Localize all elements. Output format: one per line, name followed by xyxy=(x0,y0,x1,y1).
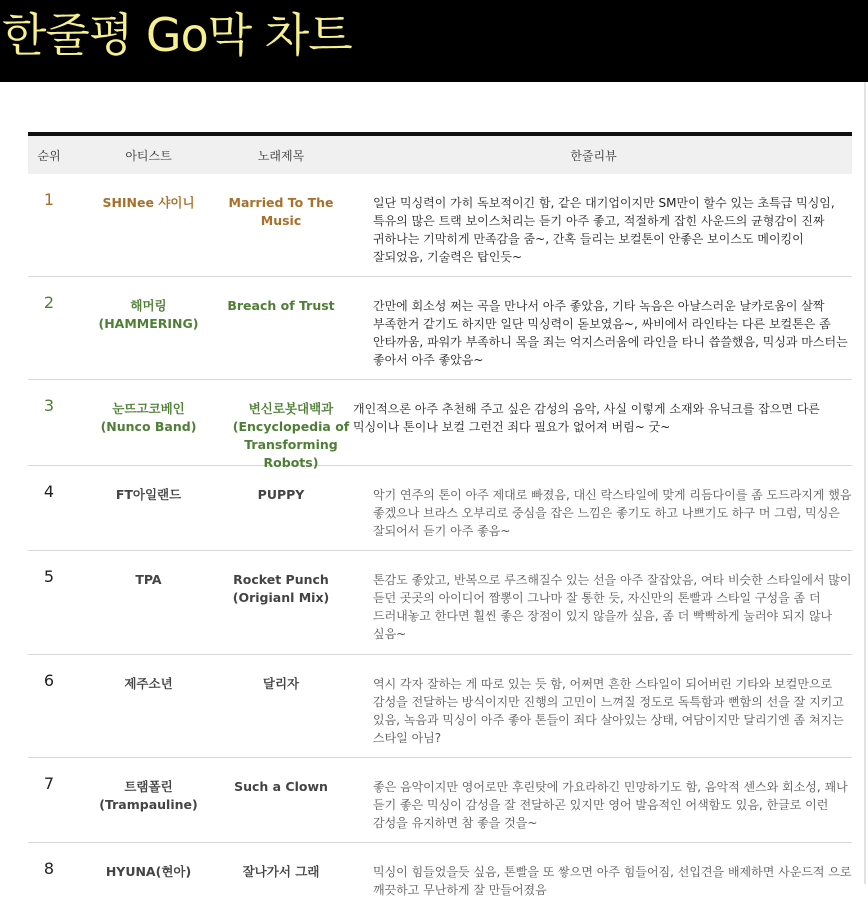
chart-table xyxy=(28,132,852,923)
page-title: 한줄평 Go막 차트 xyxy=(2,8,352,62)
header-rank: 순위 xyxy=(37,148,61,163)
review-cell: 일단 믹싱력이 가히 독보적이긴 함, 같은 대기업이지만 SM만이 할수 있는 초특급 믹싱임, 특유의 많은 트랙 보이스처리는 듣기 아주 좋고, 적절하게 잡힌 사운드의 균형감이 진짜 귀하나는 기막히게 만족감을 줌~, 간혹 들리는 보컬톤이 안좋은 보이스도 메이킹이 잘되었음, 기술력은 탑인듯~ xyxy=(373,196,835,264)
artist-cell: FT아일랜드 xyxy=(115,487,182,502)
header-review: 한줄리뷰 xyxy=(570,148,617,163)
review-cell: 악기 연주의 톤이 아주 제대로 빠졌음, 대신 락스타일에 맞게 리듬다이를 좀 도드라지게 했음 좋겠으나 브라스 오부리로 중심을 잡은 느낌은 좋기도 하고 나쁘기도 하구 머 그럼, 믹싱은 잘되어서 듣기 아주 좋음~ xyxy=(373,488,852,538)
rank-cell: 3 xyxy=(43,396,55,415)
review-cell: 믹싱이 힘들었을듯 싶음, 톤빨을 또 쌓으면 아주 힘들어짐, 선입견을 배제하면 사운드적 으로 깨끗하고 무난하게 잘 만들어졌음 xyxy=(373,865,852,897)
rank-cell: 8 xyxy=(43,859,55,878)
table-row xyxy=(28,551,852,655)
header-artist: 아티스트 xyxy=(125,148,172,163)
review-cell: 좋은 음악이지만 영어로만 후린탓에 가요라하긴 민망하기도 함, 음악적 센스와 회소성, 꽤나 듣기 좋은 믹싱이 감성을 잘 전달하곤 있지만 영어 발음적인 어색함도 있음, 한글로 이런 감성을 유지하면 참 좋을 것을~ xyxy=(373,780,848,830)
rank-cell: 7 xyxy=(43,774,55,793)
song-cell: Breach of Trust xyxy=(227,298,335,313)
review-cell: 역시 각자 잘하는 게 따로 있는 듯 함, 어쩌면 흔한 스타일이 되어버린 기타와 보컬만으로 감성을 전달하는 방식이지만 진행의 고민이 느껴질 정도로 독특함과 뻔함의 선을 잘 지키고 있음, 녹음과 믹싱이 아주 좋아 톤들이 죄다 살아있는 상태, 여담이지만 달리기엔 좀 쳐지는 스타일 아님? xyxy=(373,677,844,745)
table-header xyxy=(28,136,852,174)
review-cell: 톤감도 좋았고, 반복으로 루즈해질수 있는 선을 아주 잘잡았음, 여타 비슷한 스타일에서 많이 듣던 곳곳의 아이디어 짬뽕이 그나마 잘 통한 듯, 자신만의 톤빨과 스타일 구성을 좀 더 드러내놓고 한다면 훨씬 좋은 장점이 있지 않을까 싶음, 좀 더 빡빡하게 눌러야 되지 않나 싶음~ xyxy=(373,573,852,641)
table-row xyxy=(28,380,852,470)
review-cell: 개인적으론 아주 추천해 주고 싶은 감성의 음악, 사실 이렇게 소재와 유닉크를 잡으면 다른 믹싱이나 톤이나 보컬 그런건 죄다 필요가 없어져 버림~ 굿~ xyxy=(353,402,820,434)
artist-cell: 제주소년 xyxy=(124,676,173,691)
song-cell: 달리자 xyxy=(262,676,300,691)
header-bar xyxy=(0,0,868,82)
review-cell: 간만에 회소성 쩌는 곡을 만나서 아주 좋았음, 기타 녹음은 아날스러운 날카로움이 살짝 부족한거 같기도 하지만 일단 믹싱력이 돋보였음~, 싸비에서 라인타는 다른 보컬톤은 좀 안타까움, 파워가 부족하니 목을 죄는 억지스러움에 라인을 타니 씁쓸했음, 믹싱과 마스터는 좋아서 아주 좋았음~ xyxy=(373,299,848,367)
artist-cell: 트램폴린 (Trampauline) xyxy=(99,779,198,812)
table-row xyxy=(28,174,852,277)
song-cell: PUPPY xyxy=(257,487,305,502)
artist-cell: SHINee 샤이니 xyxy=(102,195,195,210)
rank-cell: 6 xyxy=(43,671,55,690)
rank-cell: 5 xyxy=(43,567,55,586)
table-row xyxy=(28,758,852,843)
artist-cell: HYUNA(현아) xyxy=(105,864,192,879)
table-row xyxy=(28,466,852,551)
rank-cell: 4 xyxy=(43,482,55,501)
table-row xyxy=(28,843,852,923)
song-cell: 변신로봇대백과 (Encyclopedia of Transforming Robots) xyxy=(232,401,350,470)
header-song: 노래제목 xyxy=(257,148,305,163)
song-cell: Rocket Punch (Origianl Mix) xyxy=(232,572,330,605)
artist-cell: 해머링 (HAMMERING) xyxy=(98,298,199,331)
table-row xyxy=(28,655,852,758)
artist-cell: 눈뜨고코베인 (Nunco Band) xyxy=(100,401,197,434)
song-cell: Married To The Music xyxy=(228,195,334,228)
song-cell: 잘나가서 그래 xyxy=(242,864,320,879)
table-row xyxy=(28,277,852,380)
artist-cell: TPA xyxy=(135,572,162,587)
rank-cell: 1 xyxy=(43,190,55,209)
song-cell: Such a Clown xyxy=(234,779,328,794)
rank-cell: 2 xyxy=(43,293,55,312)
